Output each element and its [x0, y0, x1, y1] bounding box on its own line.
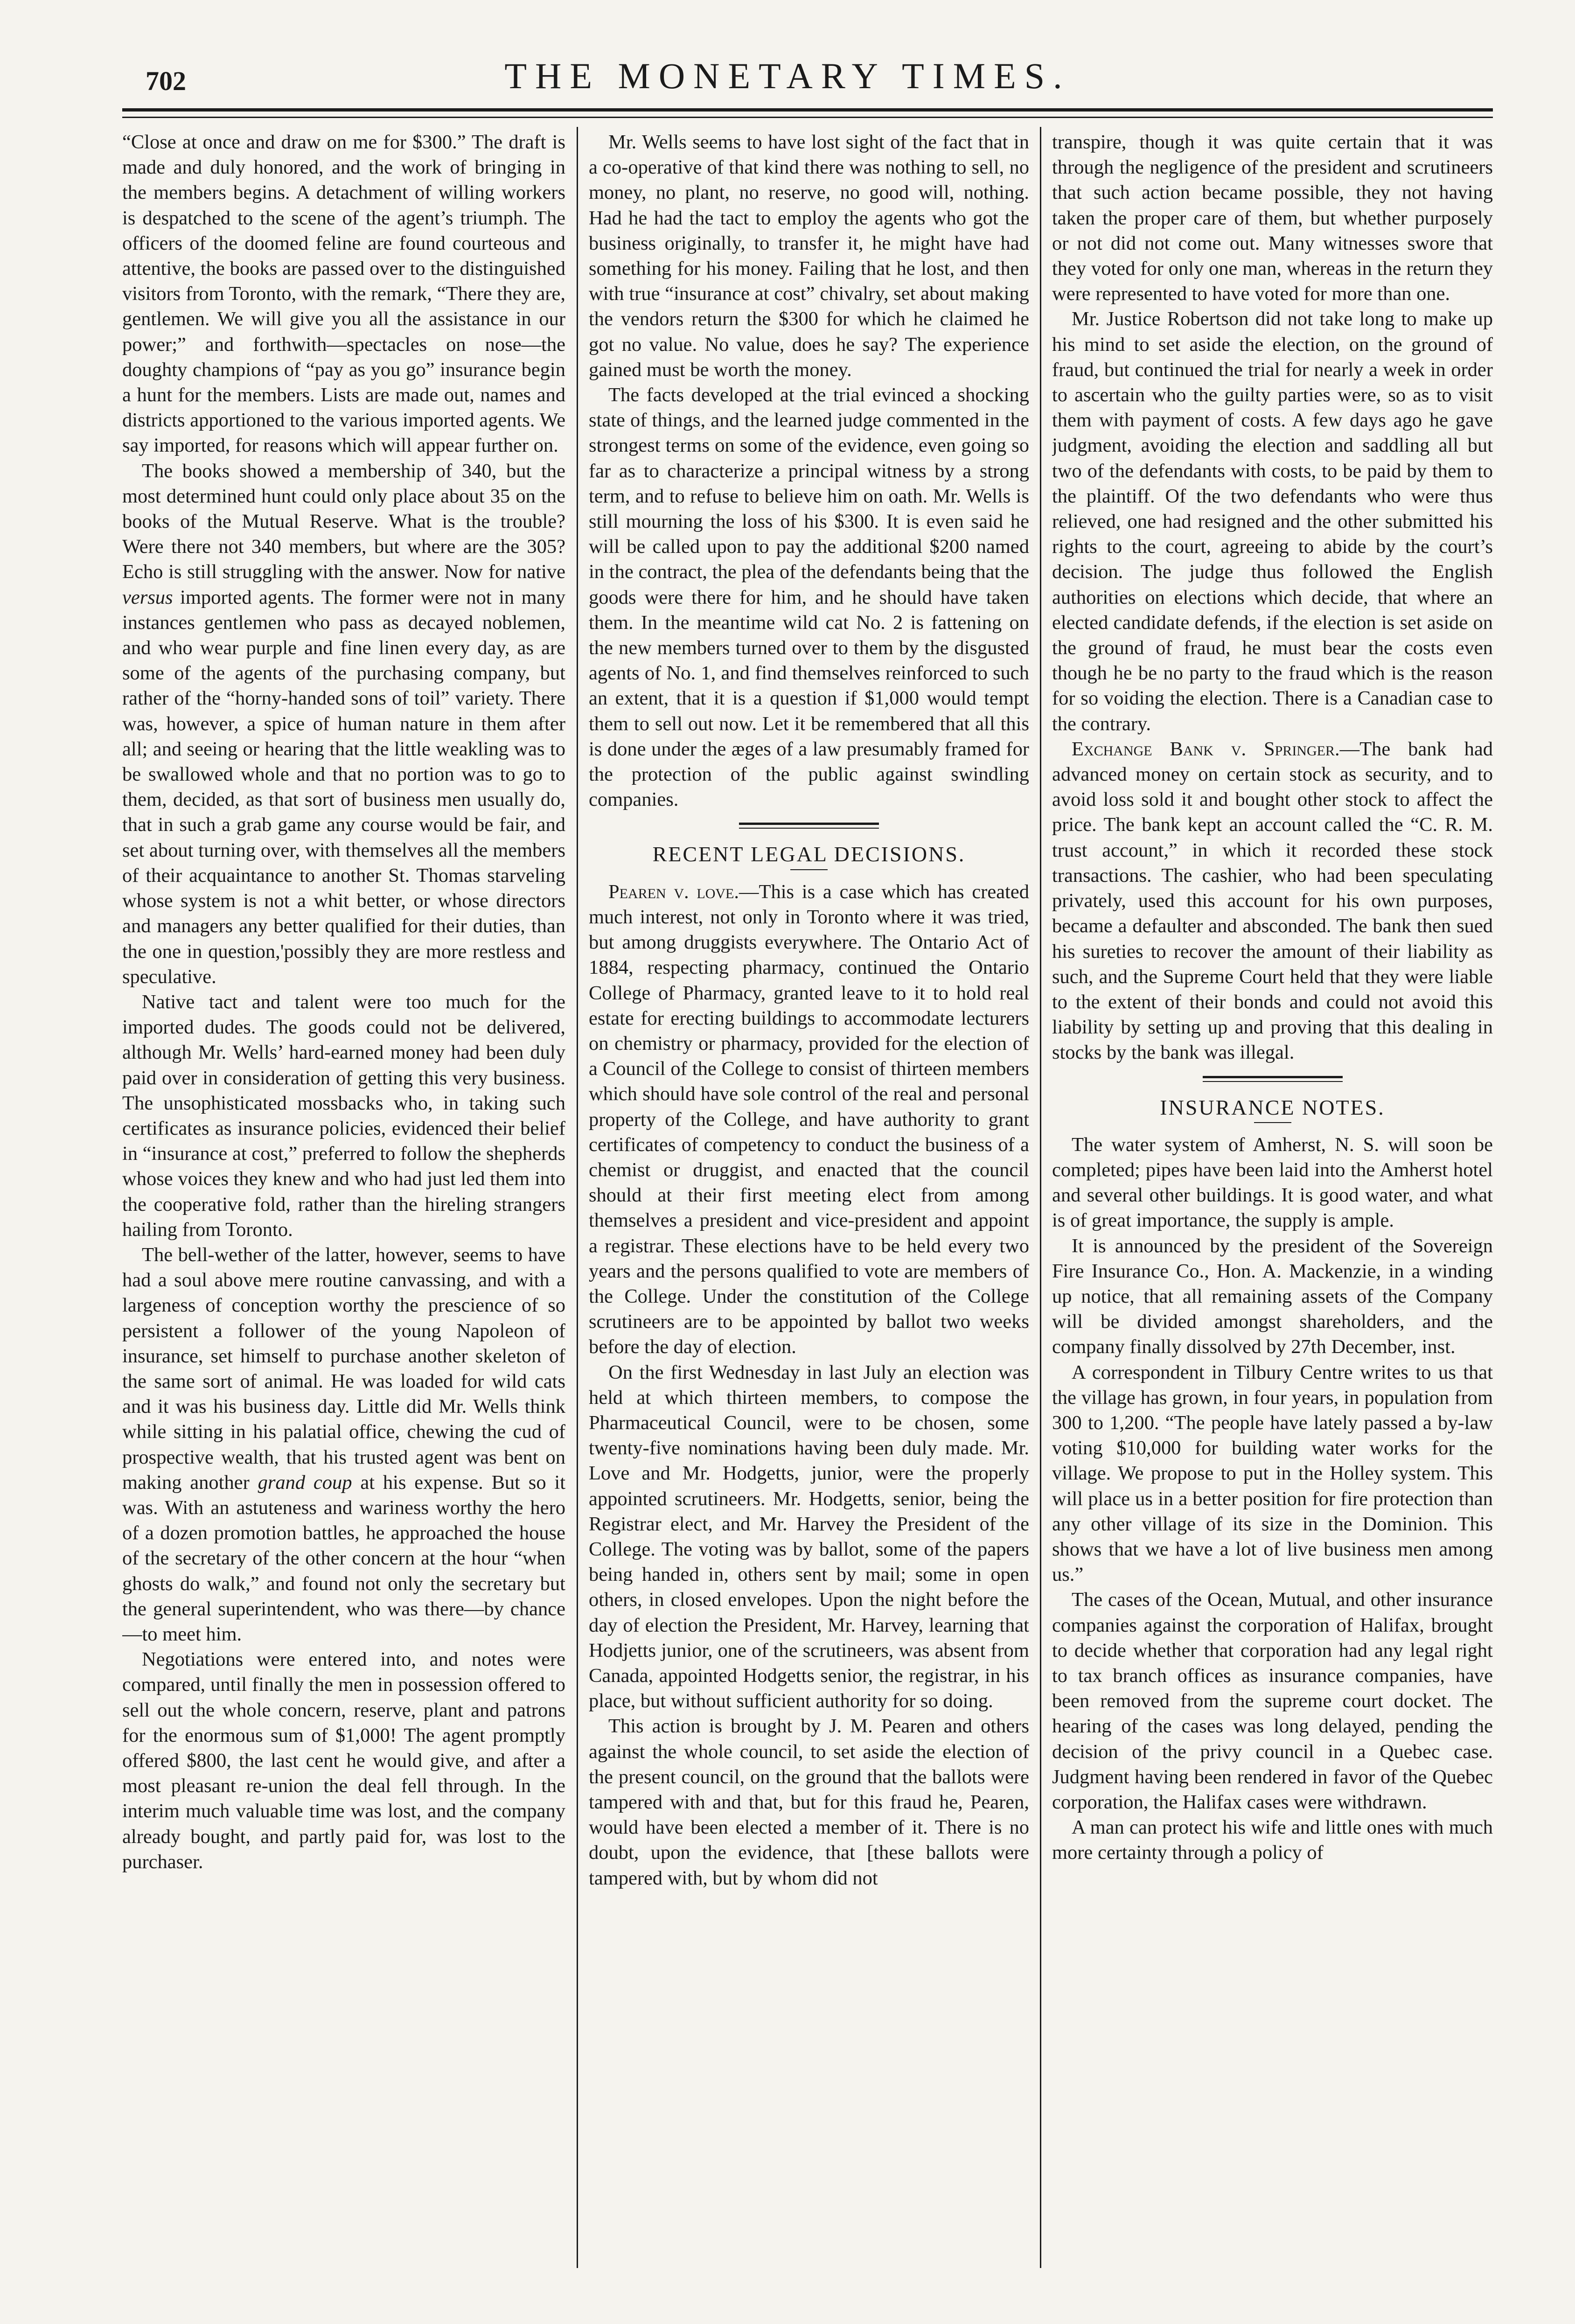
paragraph: The water system of Amherst, N. S. will soon be completed; pipes have been laid into the Amherst hotel and several other buildings. It is good water, and what is of great importance, the supply is ample.	[1052, 1133, 1493, 1232]
heading-rule-thin	[1203, 1081, 1343, 1082]
column-1	[122, 130, 565, 2268]
heading-underline	[790, 869, 828, 870]
italic-word: versus	[122, 586, 173, 608]
paragraph: “Close at once and draw on me for $300.” The draft is made and duly honored, and the work of bringing in the members begins. A detachment of willing workers is despatched to the scene of the agent’s triumph. The officers of the doomed feline are found courteous and attentive, the books are passed over to the distinguished visitors from Toronto, with the remark, “There they are, gentlemen. We will give you all the assistance in our power;” and forthwith—spectacles on nose—the doughty champions of “pay as you go” insurance begin a hunt for the members. Lists are made out, names and districts apportioned to the various imported agents. We say imported, for reasons which will appear further on.	[122, 131, 565, 457]
paragraph: Negotiations were entered into, and notes were compared, until finally the men in possession offered to sell out the whole concern, reserve, plant and patrons for the enormous sum of $1,000! The agent promptly offered $800, the last cent he would give, and after a most pleasant re-union the deal fell through. In the interim much valuable time was lost, and the company already bought, and partly paid for, was lost to the purchaser.	[122, 1648, 565, 1873]
page-number: 702	[146, 66, 186, 96]
case-name: Pearen v. love.	[608, 880, 739, 903]
heading-underline	[1254, 1122, 1291, 1123]
column-divider	[1040, 127, 1041, 2268]
column-3	[1052, 130, 1493, 2268]
paragraph: transpire, though it was quite certain that it was through the negligence of the president and scrutineers that such action became possible, they not having taken the proper care of them, but whether purposely or not did not come out. Many witnesses swore that they voted for only one man, whereas in the return they were represented to have voted for more than one.	[1052, 131, 1493, 305]
paragraph: The books showed a membership of 340, but the most determined hunt could only place about 35 on the books of the Mutual Reserve. What is the trouble? Were there not 340 members, but where are the 305? Echo is still struggling with the answer. Now for native versus imported agents. The former were not in many instances gentlemen who pass as decayed noblemen, and who wear purple and fine linen every day, as are some of the agents of the purchasing company, but rather of the “horny-handed sons of toil” variety. There was, however, a spice of human nature in them after all; and seeing or hearing that the little weakling was to be swallowed whole and that no portion was to go to them, decided, as that sort of business men usually do, that in such a grab game any course would be fair, and set about turning over, with themselves all the members of their acquaintance to another St. Thomas starveling whose system is not a whit better, or whose directors and managers any better qualified for their duties, than the one in question,'possibly they are more restless and speculative.	[122, 460, 565, 988]
paragraph: Exchange Bank v. Springer.—The bank had advanced money on certain stock as security, and to avoid loss sold it and bought other stock to affect the price. The bank kept an account called the “C. R. M. trust account,” in which it recorded these stock transactions. The cashier, who had been speculating privately, used this account for his own purposes, became a defaulter and absconded. The bank then sued his sureties to recover the amount of their liability as such, and the Supreme Court held that they were liable to the extent of their bonds and could not avoid this liability by setting up and proving that this dealing in stocks by the bank was illegal.	[1052, 738, 1493, 1064]
paragraph: It is announced by the president of the Sovereign Fire Insurance Co., Hon. A. Mackenzie, in a winding up notice, that all remaining assets of the Company will be divided amongst shareholders, and the company finally dissolved by 27th December, inst.	[1052, 1235, 1493, 1358]
column-2	[589, 130, 1029, 2268]
section-title: RECENT LEGAL DECISIONS.	[652, 842, 966, 866]
column-divider	[577, 127, 578, 2268]
paragraph: Mr. Wells seems to have lost sight of the fact that in a co-operative of that kind there was nothing to sell, no money, no plant, no reserve, no good will, nothing. Had he had the tact to employ the agents who got the business originally, to transfer it, he might have had something for his money. Failing that he lost, and then with true “insurance at cost” chivalry, set about making the vendors return the $300 for which he claimed he got no value. No value, does he say? The experience gained must be worth the money.	[589, 131, 1029, 381]
heading-rule	[739, 823, 879, 825]
heading-rule-thin	[739, 828, 879, 829]
paragraph: The cases of the Ocean, Mutual, and other insurance companies against the corporation of Halifax, brought to decide whether that corporation had any legal right to tax branch offices as insurance companies, have been removed from the supreme court docket. The hearing of the cases was long delayed, pending the decision of the privy council in a Quebec case. Judgment having been rendered in favor of the Quebec corporation, the Halifax cases were withdrawn.	[1052, 1589, 1493, 1813]
masthead-title: THE MONETARY TIMES.	[504, 56, 1071, 96]
case-name: Exchange Bank v. Springer.	[1072, 738, 1340, 760]
paragraph: The bell-wether of the latter, however, seems to have had a soul above mere routine canvassing, and with a largeness of conception worthy the prescience of so persistent a follower of the young Napoleon of insurance, set himself to purchase another skeleton of the same sort of animal. He was loaded for wild cats and it was his business day. Little did Mr. Wells think while sitting in his palatial office, chewing the cud of prospective wealth, that his trusted agent was bent on making another grand coup at his expense. But so it was. With an astuteness and wariness worthy the hero of a dozen promotion battles, he approached the house of the secretary of the other concern at the hour “when ghosts do walk,” and found not only the secretary but the general superintendent, who was there—by chance—to meet him.	[122, 1243, 565, 1645]
paragraph: Mr. Justice Robertson did not take long to make up his mind to set aside the election, on the ground of fraud, but continued the trial for nearly a week in order to ascertain who the guilty parties were, so as to visit them with payment of costs. A few days ago he gave judgment, avoiding the election and saddling all but two of the defendants with costs, to be paid by them to the plaintiff. Of the two defendants who were thus relieved, one had resigned and the other submitted his rights to the court, agreeing to abide by the court’s decision. The judge thus followed the English authorities on elections which decide, that where an elected candidate defends, if the election is set aside on the ground of fraud, he must bear the costs even though he be no party to the fraud which is the reason for so voiding the election. There is a Canadian case to the contrary.	[1052, 308, 1493, 735]
header-rule	[122, 108, 1493, 112]
paragraph: This action is brought by J. M. Pearen and others against the whole council, to set aside the election of the present council, on the ground that the ballots were tampered with and that, but for this fraud he, Pearen, would have been elected a member of it. There is no doubt, upon the evidence, that [these ballots were tampered with, but by whom did not	[589, 1715, 1029, 1889]
paragraph: Pearen v. love.—This is a case which has created much interest, not only in Toronto where it was tried, but among druggists everywhere. The Ontario Act of 1884, respecting pharmacy, continued the Ontario College of Pharmacy, granted leave to it to hold real estate for erecting buildings to accommodate lecturers on chemistry or pharmacy, provided for the election of a Council of the College to consist of thirteen members which should have sole control of the real and personal property of the College, and have authority to grant certificates of competency to conduct the business of a chemist or druggist, and enacted that the council should at their first meeting elect from among themselves a president and vice-president and appoint a registrar. These elections have to be held every two years and the persons qualified to vote are members of the College. Under the constitution of the College scrutineers are to be appointed by ballot two weeks before the day of election.	[589, 880, 1029, 1358]
paragraph: The facts developed at the trial evinced a shocking state of things, and the learned judge commented in the strongest terms on some of the evidence, even going so far as to characterize a principal witness by a strong term, and to refuse to believe him on oath. Mr. Wells is still mourning the loss of his $300. It is even said he will be called upon to pay the additional $200 named in the contract, the plea of the defendants being that the goods were there for him, and he should have taken them. In the meantime wild cat No. 2 is fattening on the new members turned over to them by the disgusted agents of No. 1, and find themselves reinforced to such an extent, that it is a question if $1,000 would tempt them to sell out now. Let it be remembered that all this is done under the æges of a law presumably framed for the protection of the public against swindling companies.	[589, 384, 1029, 811]
italic-phrase: grand coup	[258, 1471, 352, 1494]
header-rule-thin	[122, 117, 1493, 118]
section-heading-legal	[589, 823, 1029, 870]
section-title: INSURANCE NOTES.	[1160, 1095, 1385, 1119]
paragraph: A man can protect his wife and little ones with much more certainty through a policy of	[1052, 1816, 1493, 1864]
paragraph: A correspondent in Tilbury Centre writes to us that the village has grown, in four years, in population from 300 to 1,200. “The people have lately passed a by-law voting $10,000 for building water works for the village. We propose to put in the Holley system. This will place us in a better position for fire protection than any other village of its size in the Dominion. This shows that we have a lot of live business men among us.”	[1052, 1361, 1493, 1586]
heading-rule	[1203, 1076, 1343, 1078]
section-heading-insurance	[1052, 1076, 1493, 1123]
paragraph: Native tact and talent were too much for the imported dudes. The goods could not be delivered, although Mr. Wells’ hard-earned money had been duly paid over in consideration of getting this very business. The unsophisticated mossbacks who, in taking such certificates as insurance policies, evidenced their belief in “insurance at cost,” preferred to follow the shepherds whose voices they knew and who had just led them into the cooperative fold, rather than the hireling strangers hailing from Toronto.	[122, 991, 565, 1241]
paragraph: On the first Wednesday in last July an election was held at which thirteen members, to compose the Pharmaceutical Council, were to be chosen, some twenty-five nominations having been duly made. Mr. Love and Mr. Hodgetts, junior, were the properly appointed scrutineers. Mr. Hodgetts, senior, being the Registrar elect, and Mr. Harvey the President of the College. The voting was by ballot, some of the papers being handed in, others sent by mail; some in open others, in closed envelopes. Upon the night before the day of election the President, Mr. Harvey, learning that Hodjetts junior, one of the scrutineers, was absent from Canada, appointed Hodgetts senior, the registrar, in his place, but without sufficient authority for so doing.	[589, 1361, 1029, 1712]
